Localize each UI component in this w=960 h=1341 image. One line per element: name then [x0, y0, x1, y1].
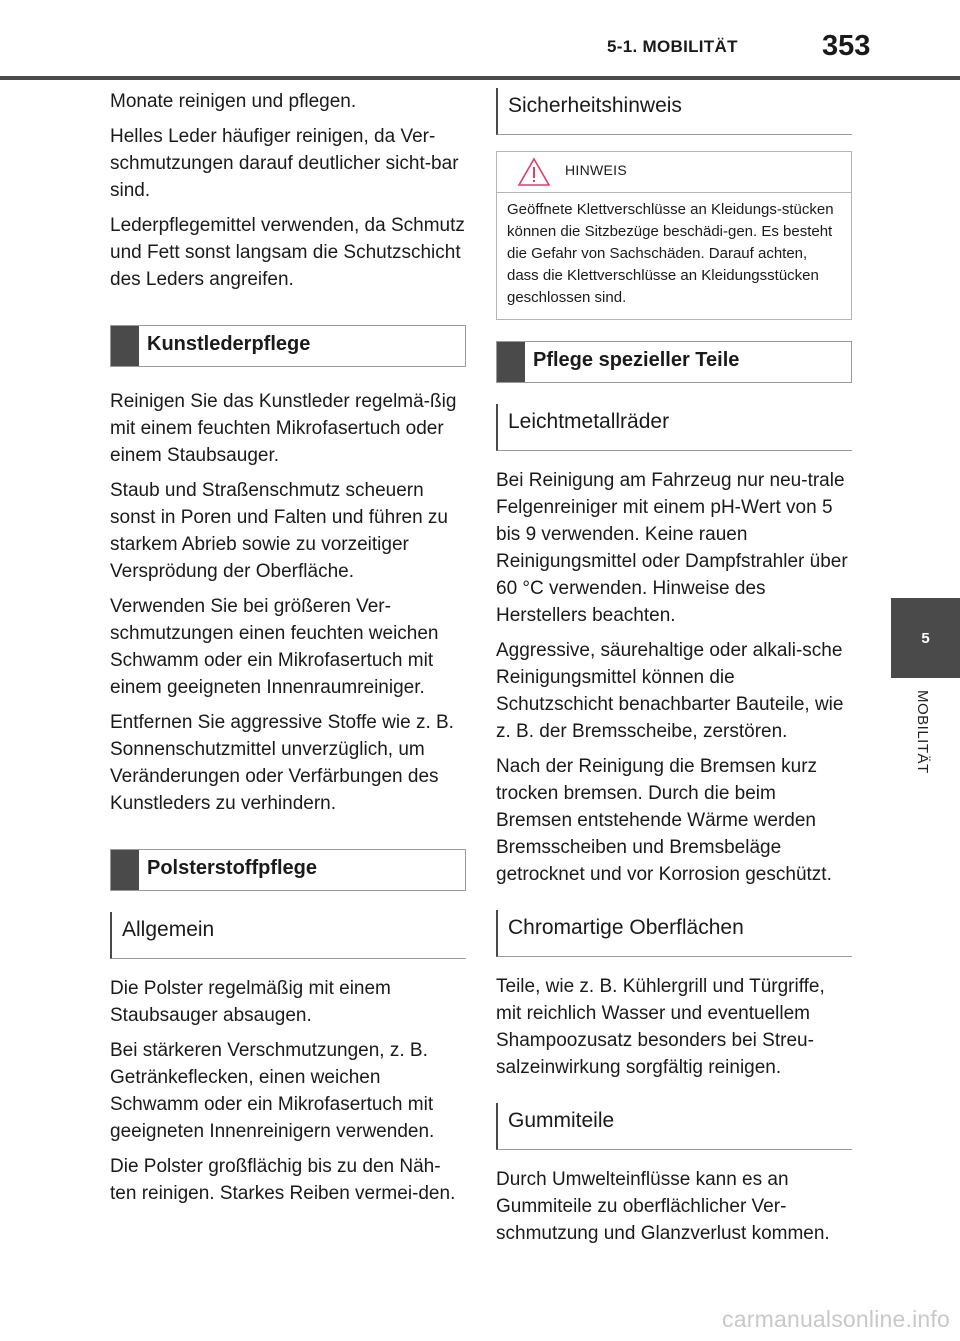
- chapter-tab[interactable]: [891, 598, 960, 678]
- notice-box: [496, 151, 852, 320]
- paragraph: Bei stärkeren Verschmutzungen, z. B. Getränkeflecken, einen weichen Schwamm oder ein Mikrofasertuch mit geeigneten Innenreinigern verwenden.: [110, 1040, 435, 1142]
- heading-bar: [111, 326, 139, 366]
- right-column: [496, 88, 852, 1255]
- paragraph: Staub und Straßenschmutz scheuern sonst in Poren und Falten und führen zu starkem Abrieb sowie zu vorzeitiger Versprödung der Oberfläche.: [110, 480, 449, 582]
- chapter-number: 5: [921, 629, 930, 647]
- warning-triangle-icon: [517, 157, 551, 187]
- chapter-label: MOBILITÄT: [914, 690, 931, 774]
- section-heading-kunstleder: [110, 325, 466, 367]
- heading-text: Kunstlederpflege: [147, 333, 311, 355]
- subheading-gummiteile: [496, 1103, 852, 1150]
- subheading-text: Allgemein: [122, 918, 215, 941]
- notice-header: [497, 152, 851, 193]
- heading-bar: [111, 850, 139, 890]
- notice-label: HINWEIS: [565, 162, 627, 178]
- subheading-text: Gummiteile: [508, 1109, 615, 1132]
- section-heading-spezielle-teile: [496, 341, 852, 383]
- paragraph: Reinigen Sie das Kunstleder regelmä-ßig mit einem feuchten Mikrofasertuch oder einem Staubsauger.: [110, 391, 457, 466]
- heading-bar: [497, 342, 525, 382]
- subheading-chromartige-oberflaechen: [496, 910, 852, 957]
- page-number: 353: [822, 30, 871, 62]
- paragraph: Helles Leder häufiger reinigen, da Ver-schmutzungen darauf deutlicher sicht-bar sind.: [110, 126, 459, 201]
- paragraph: Entfernen Sie aggressive Stoffe wie z. B. Sonnenschutzmittel unverzüglich, um Veränderungen oder Verfärbungen des Kunstleders zu verhindern.: [110, 712, 454, 814]
- paragraph: Die Polster regelmäßig mit einem Staubsauger absaugen.: [110, 978, 391, 1026]
- paragraph: Verwenden Sie bei größeren Ver-schmutzungen einen feuchten weichen Schwamm oder ein Mikrofasertuch mit einem geeigneten Innenraumreiniger.: [110, 596, 439, 698]
- subheading-text: Chromartige Oberflächen: [508, 916, 744, 939]
- header-rule: [0, 76, 960, 80]
- subheading-sicherheitshinweis: [496, 88, 852, 135]
- paragraph: Monate reinigen und pflegen.: [110, 91, 357, 112]
- notice-text: Geöffnete Klettverschlüsse an Kleidungs-stücken können die Sitzbezüge beschädi-gen. Es besteht die Gefahr von Sachschäden. Darauf achten, dass die Klettverschlüsse an Kleidungsstücken geschlossen sind.: [507, 201, 834, 306]
- paragraph: Teile, wie z. B. Kühlergrill und Türgriffe, mit reichlich Wasser und eventuellem Shampoozusatz besonders bei Streu-salzeinwirkung sorgfältig reinigen.: [496, 976, 825, 1078]
- left-column: [110, 88, 466, 1215]
- heading-text: Polsterstoffpflege: [147, 857, 318, 879]
- paragraph: Bei Reinigung am Fahrzeug nur neu-trale Felgenreiniger mit einem pH-Wert von 5 bis 9 verwenden. Keine rauen Reinigungsmittel oder Dampfstrahler über 60 °C verwenden. Hinweise des Herstellers beachten.: [496, 470, 848, 626]
- subheading-allgemein: [110, 912, 466, 959]
- paragraph: Die Polster großflächig bis zu den Näh-ten reinigen. Starkes Reiben vermei-den.: [110, 1156, 456, 1204]
- paragraph: Nach der Reinigung die Bremsen kurz trocken bremsen. Durch die beim Bremsen entstehende Wärme werden Bremsscheiben und Bremsbeläge getrocknet und vor Korrosion geschützt.: [496, 756, 832, 885]
- watermark: carmanualsonline.info: [722, 1306, 950, 1332]
- subheading-text: Leichtmetallräder: [508, 410, 670, 433]
- paragraph: Aggressive, säurehaltige oder alkali-sche Reinigungsmittel können die Schutzschicht benachbarter Bauteile, wie z. B. der Bremsscheibe, zerstören.: [496, 640, 844, 742]
- subheading-text: Sicherheitshinweis: [508, 94, 682, 117]
- heading-text: Pflege spezieller Teile: [533, 349, 740, 371]
- section-title: 5-1. MOBILITÄT: [607, 37, 738, 56]
- paragraph: Durch Umwelteinflüsse kann es an Gummiteile zu oberflächlicher Ver-schmutzung und Glanzverlust kommen.: [496, 1169, 830, 1244]
- paragraph: Lederpflegemittel verwenden, da Schmutz und Fett sonst langsam die Schutzschicht des Leders angreifen.: [110, 215, 465, 290]
- section-heading-polster: [110, 849, 466, 891]
- subheading-leichtmetallraeder: [496, 404, 852, 451]
